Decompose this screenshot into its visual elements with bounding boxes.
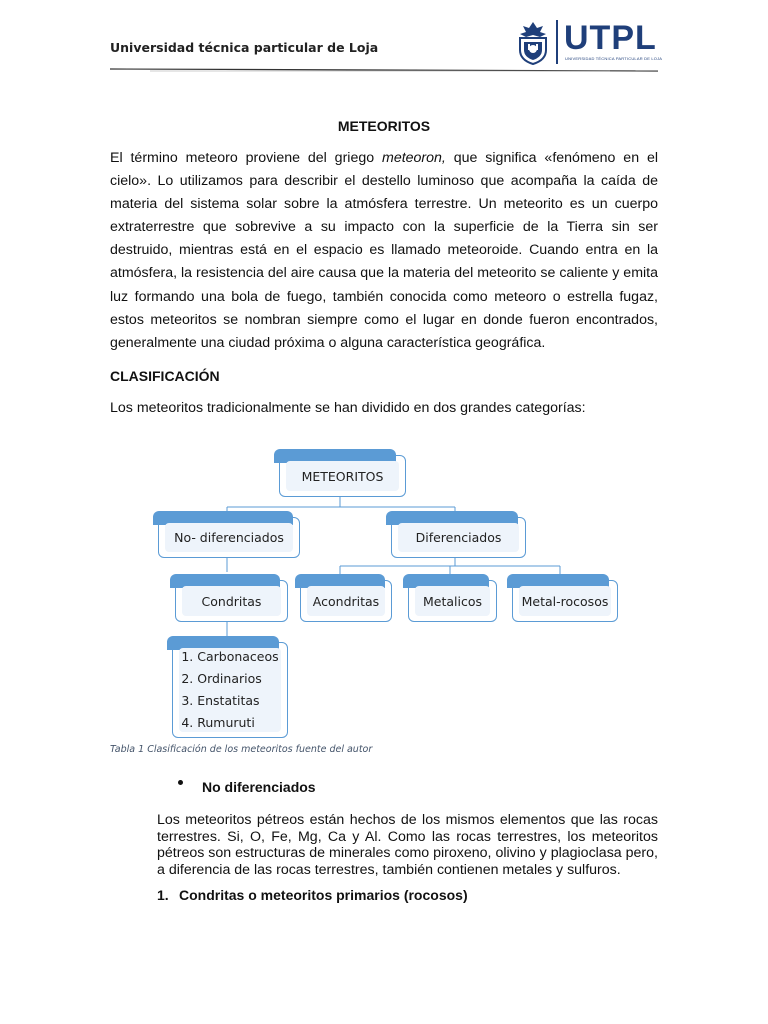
figure-caption: Tabla 1 Clasificación de los meteoritos fuente del autor bbox=[110, 744, 373, 755]
classification-intro: Los meteoritos tradicionalmente se han dividido en dos grandes categorías: bbox=[110, 400, 586, 416]
node-condritas-types bbox=[172, 642, 288, 738]
node-diferenciados bbox=[391, 517, 526, 558]
node-meteoritos bbox=[279, 455, 406, 497]
para-italic-term: meteoron, bbox=[382, 150, 446, 166]
node-label: Condritas bbox=[201, 593, 262, 609]
utpl-logo bbox=[516, 18, 663, 68]
node-label: Diferenciados bbox=[415, 530, 502, 545]
condritas-type-list bbox=[181, 648, 278, 732]
header-divider bbox=[110, 66, 658, 74]
bullet-heading: No diferenciados bbox=[202, 779, 316, 795]
item-text: Condritas o meteoritos primarios (rocosos) bbox=[179, 887, 468, 903]
node-acondritas bbox=[300, 580, 392, 622]
no-diferenciados-paragraph: Los meteoritos pétreos están hechos de los mismos elementos que las rocas terrestres. Si, O, Fe, Mg, Ca y Al. Como las rocas terrestres, los meteoritos pétreos son estructuras de minerales como piroxeno, olivino y plagioclasa pero, a diferencia de las rocas terrestres, también contienen metales y sulfuros. bbox=[157, 812, 658, 878]
item-number: 1. bbox=[157, 887, 169, 903]
list-item: 4. Rumuruti bbox=[181, 715, 255, 730]
section-heading: CLASIFICACIÓN bbox=[110, 368, 220, 384]
list-item: 2. Ordinarios bbox=[181, 671, 262, 686]
numbered-heading bbox=[157, 887, 468, 903]
logo-subtext: UNIVERSIDAD TÉCNICA PARTICULAR DE LOJA bbox=[565, 56, 663, 61]
bullet-dot-icon bbox=[178, 780, 183, 785]
university-name: Universidad técnica particular de Loja bbox=[110, 40, 379, 55]
node-metalicos bbox=[408, 580, 497, 622]
node-label: Acondritas bbox=[312, 593, 380, 609]
logo-text: UTPL bbox=[564, 19, 657, 57]
logo-divider bbox=[556, 20, 558, 64]
page-title: METEORITOS bbox=[337, 118, 431, 134]
node-label: No- diferenciados bbox=[174, 530, 284, 545]
node-label: Metalicos bbox=[422, 593, 482, 609]
node-label: METEORITOS bbox=[301, 468, 384, 484]
intro-paragraph bbox=[110, 147, 658, 355]
list-item: 1. Carbonaceos bbox=[181, 649, 279, 664]
crest-icon bbox=[516, 18, 550, 66]
para-text-rest: que significa «fenómeno en el cielo». Lo utilizamos para describir el destello luminoso que acompaña la caída de materia del sistema solar sobre la atmósfera terrestre. Un meteorito es un cuerpo extraterrestre que sobrevive a su impacto con la superficie de la Tierra sin ser destruido, mientras está en el espacio es llamado meteoroide. Cuando entra en la atmósfera, la resistencia del aire causa que la materia del meteorito se caliente y emita luz formando una bola de fuego, también conocida como meteoro o estrella fugaz, estos meteoritos se nombran siempre como el lugar en donde fueron encontrados, generalmente una ciudad próxima o alguna característica geográfica. bbox=[110, 150, 658, 351]
node-metal-rocosos bbox=[512, 580, 618, 622]
node-no-diferenciados bbox=[158, 517, 300, 558]
list-item: 3. Enstatitas bbox=[181, 693, 260, 708]
node-condritas bbox=[175, 580, 288, 622]
node-label: Metal-rocosos bbox=[521, 593, 609, 609]
para-text-start: El término meteoro proviene del griego bbox=[110, 150, 382, 166]
